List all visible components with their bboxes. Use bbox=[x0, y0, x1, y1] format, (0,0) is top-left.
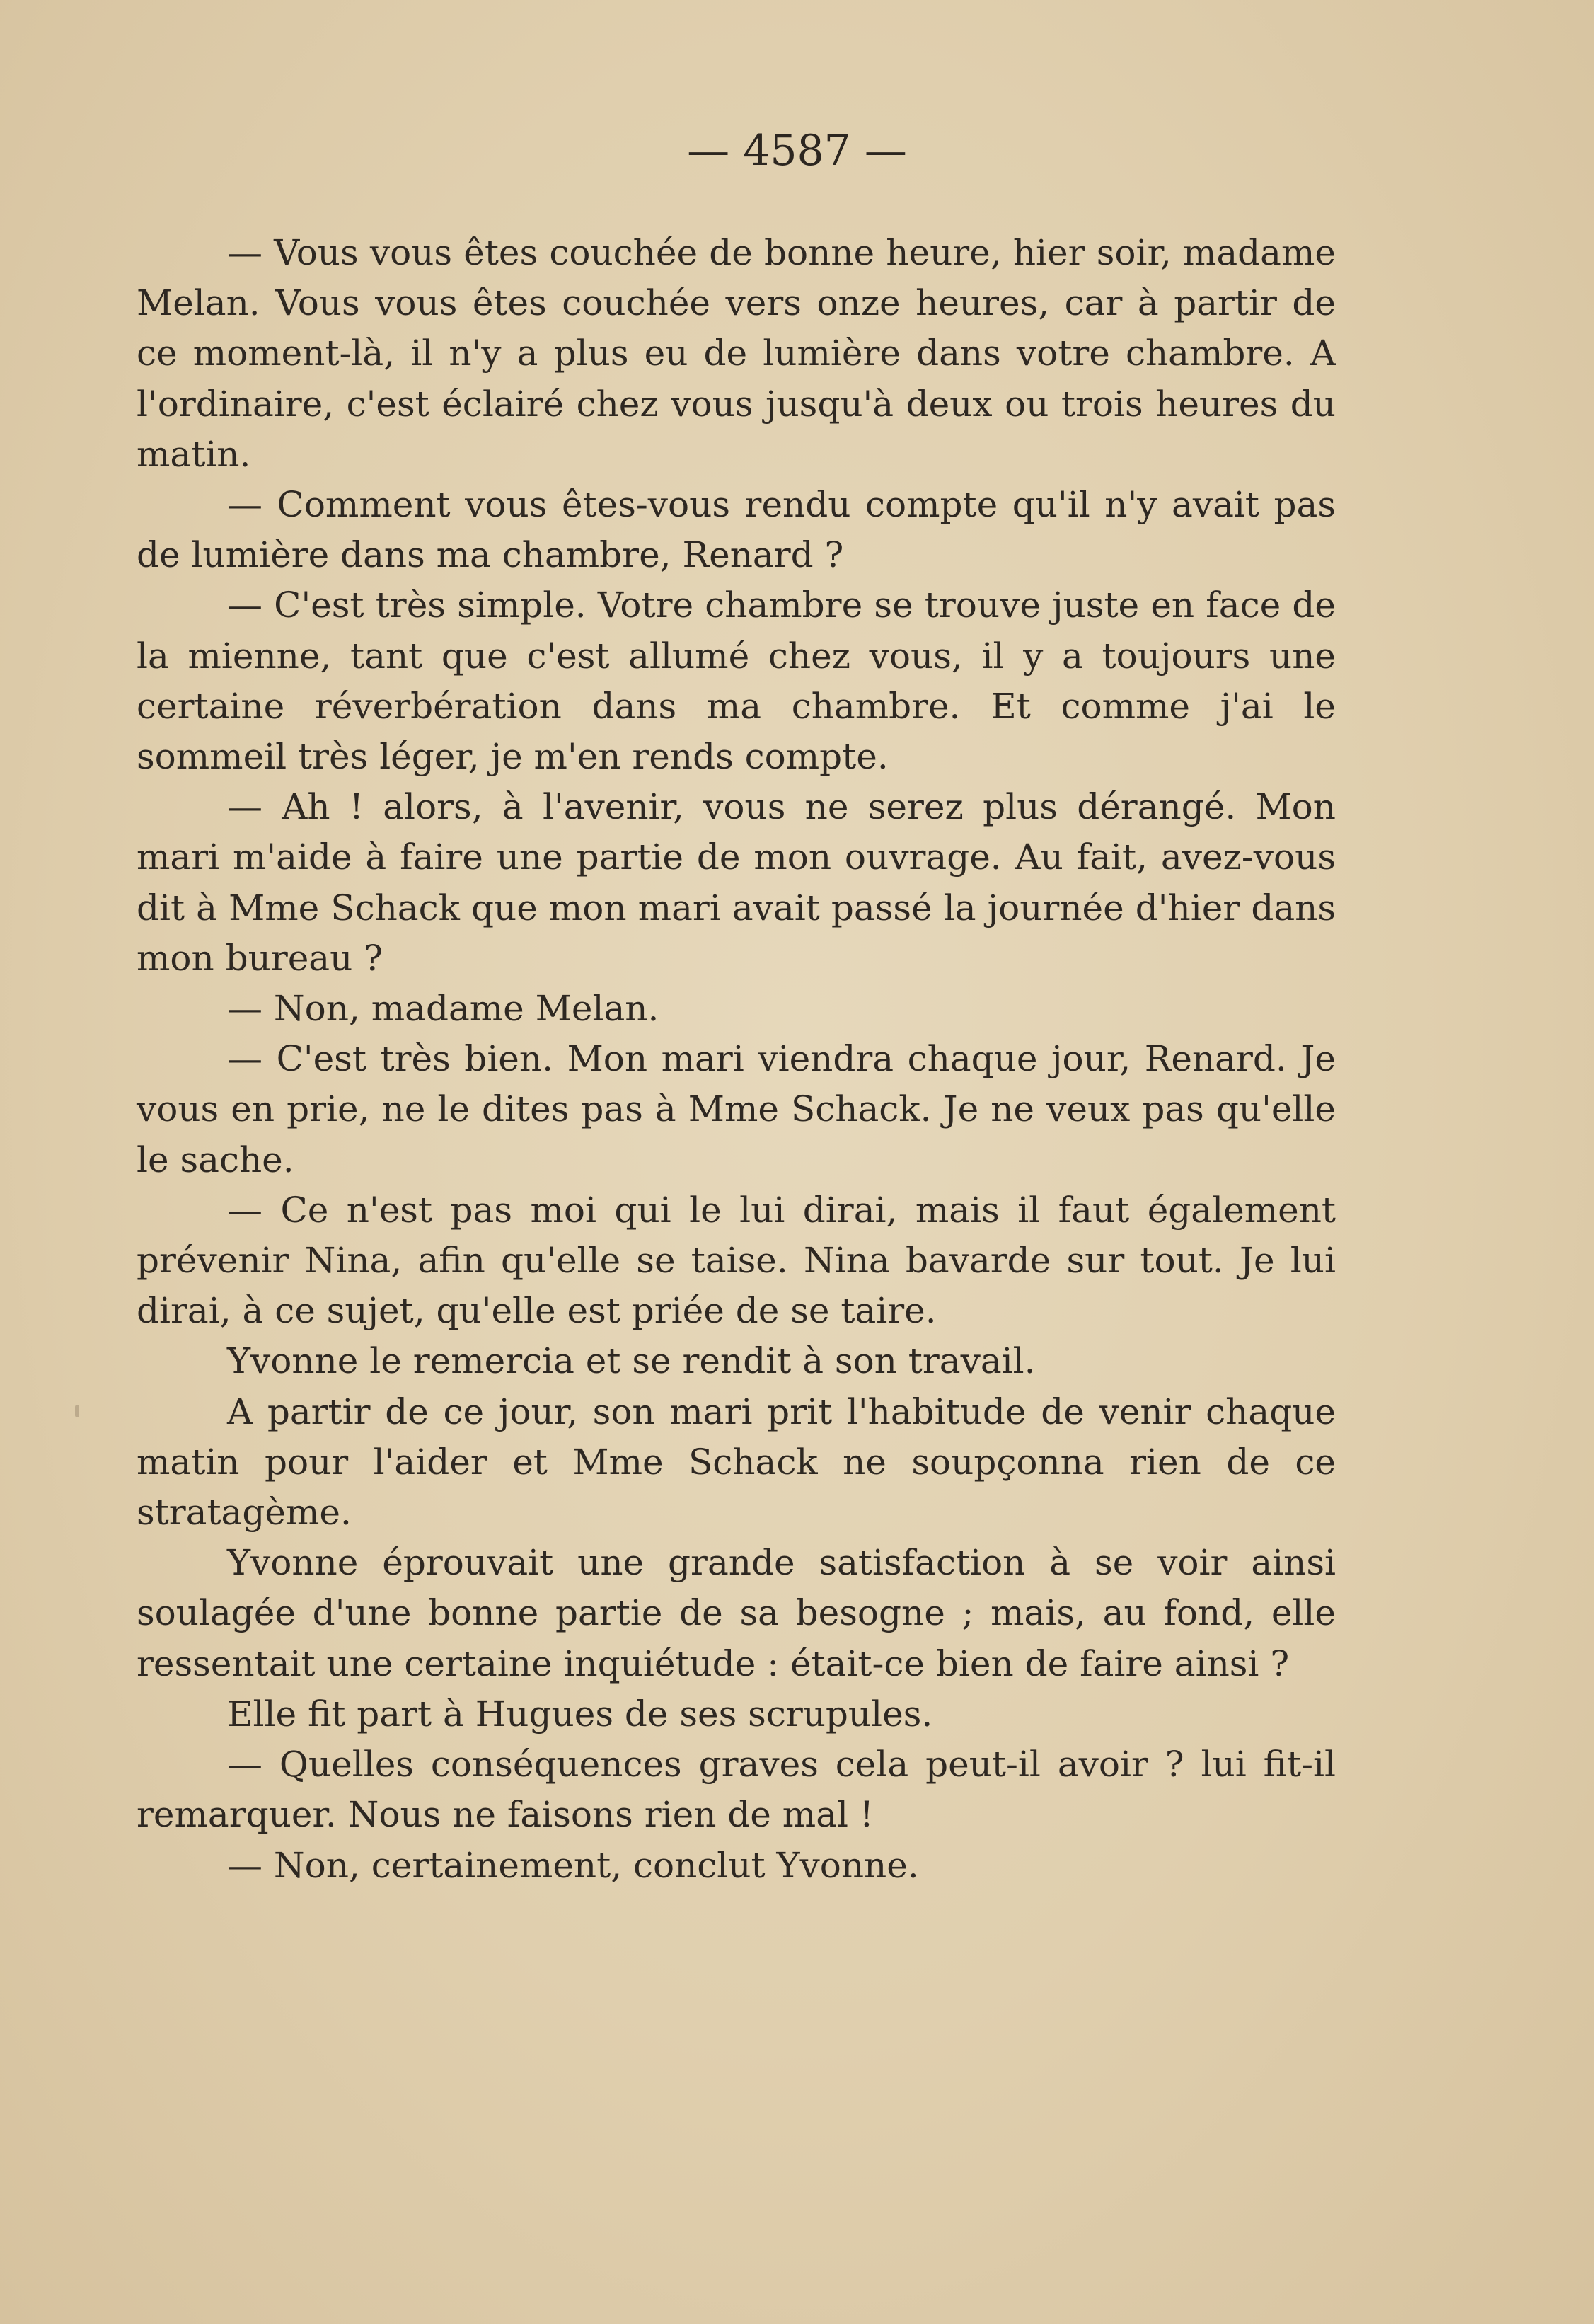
paragraph: — Quelles conséquences graves cela peut-il avoir ? lui fit-il remarquer. Nous ne faisons rien de mal ! bbox=[137, 1744, 1336, 1836]
page-number: — 4587 — bbox=[687, 126, 907, 176]
paragraph: — Non, certainement, conclut Yvonne. bbox=[227, 1844, 919, 1886]
paragraph: Elle fit part à Hugues de ses scrupules. bbox=[227, 1693, 933, 1735]
paragraph: Yvonne éprouvait une grande satisfaction à se voir ainsi soulagée d'une bonne partie de sa besogne ; mais, au fond, elle ressentait une certaine inquiétude : était-ce bien de faire ainsi ? bbox=[137, 1542, 1336, 1684]
paragraph: — C'est très bien. Mon mari viendra chaque jour, Renard. Je vous en prie, ne le dites pas à Mme Schack. Je ne veux pas qu'elle le sache. bbox=[137, 1038, 1336, 1180]
paragraph: — Vous vous êtes couchée de bonne heure, hier soir, madame Melan. Vous vous êtes couchée vers onze heures, car à partir de ce moment-là, il n'y a plus eu de lumière dans votre chambre. A l'ordinaire, c'est éclairé chez vous jusqu'à deux ou trois heures du matin. bbox=[137, 232, 1336, 475]
paragraph: — C'est très simple. Votre chambre se trouve juste en face de la mienne, tant que c'est allumé chez vous, il y a toujours une certaine réverbération dans ma chambre. Et comme j'ai le sommeil très léger, je m'en rends compte. bbox=[137, 585, 1336, 778]
paragraph: — Comment vous êtes-vous rendu compte qu'il n'y avait pas de lumière dans ma chambre, Renard ? bbox=[137, 484, 1336, 576]
paragraph: — Non, madame Melan. bbox=[227, 988, 659, 1030]
body-text bbox=[137, 228, 1336, 1891]
margin-mark bbox=[75, 1405, 79, 1417]
paragraph: A partir de ce jour, son mari prit l'habitude de venir chaque matin pour l'aider et Mme Schack ne soupçonna rien de ce stratagème. bbox=[137, 1391, 1336, 1534]
paragraph: Yvonne le remercia et se rendit à son travail. bbox=[227, 1340, 1036, 1382]
paragraph: — Ah ! alors, à l'avenir, vous ne serez plus dérangé. Mon mari m'aide à faire une partie de mon ouvrage. Au fait, avez-vous dit à Mme Schack que mon mari avait passé la journée d'hier dans mon bureau ? bbox=[137, 786, 1336, 979]
paragraph: — Ce n'est pas moi qui le lui dirai, mais il faut également prévenir Nina, afin qu'elle se taise. Nina bavarde sur tout. Je lui dirai, à ce sujet, qu'elle est priée de se taire. bbox=[137, 1189, 1336, 1332]
